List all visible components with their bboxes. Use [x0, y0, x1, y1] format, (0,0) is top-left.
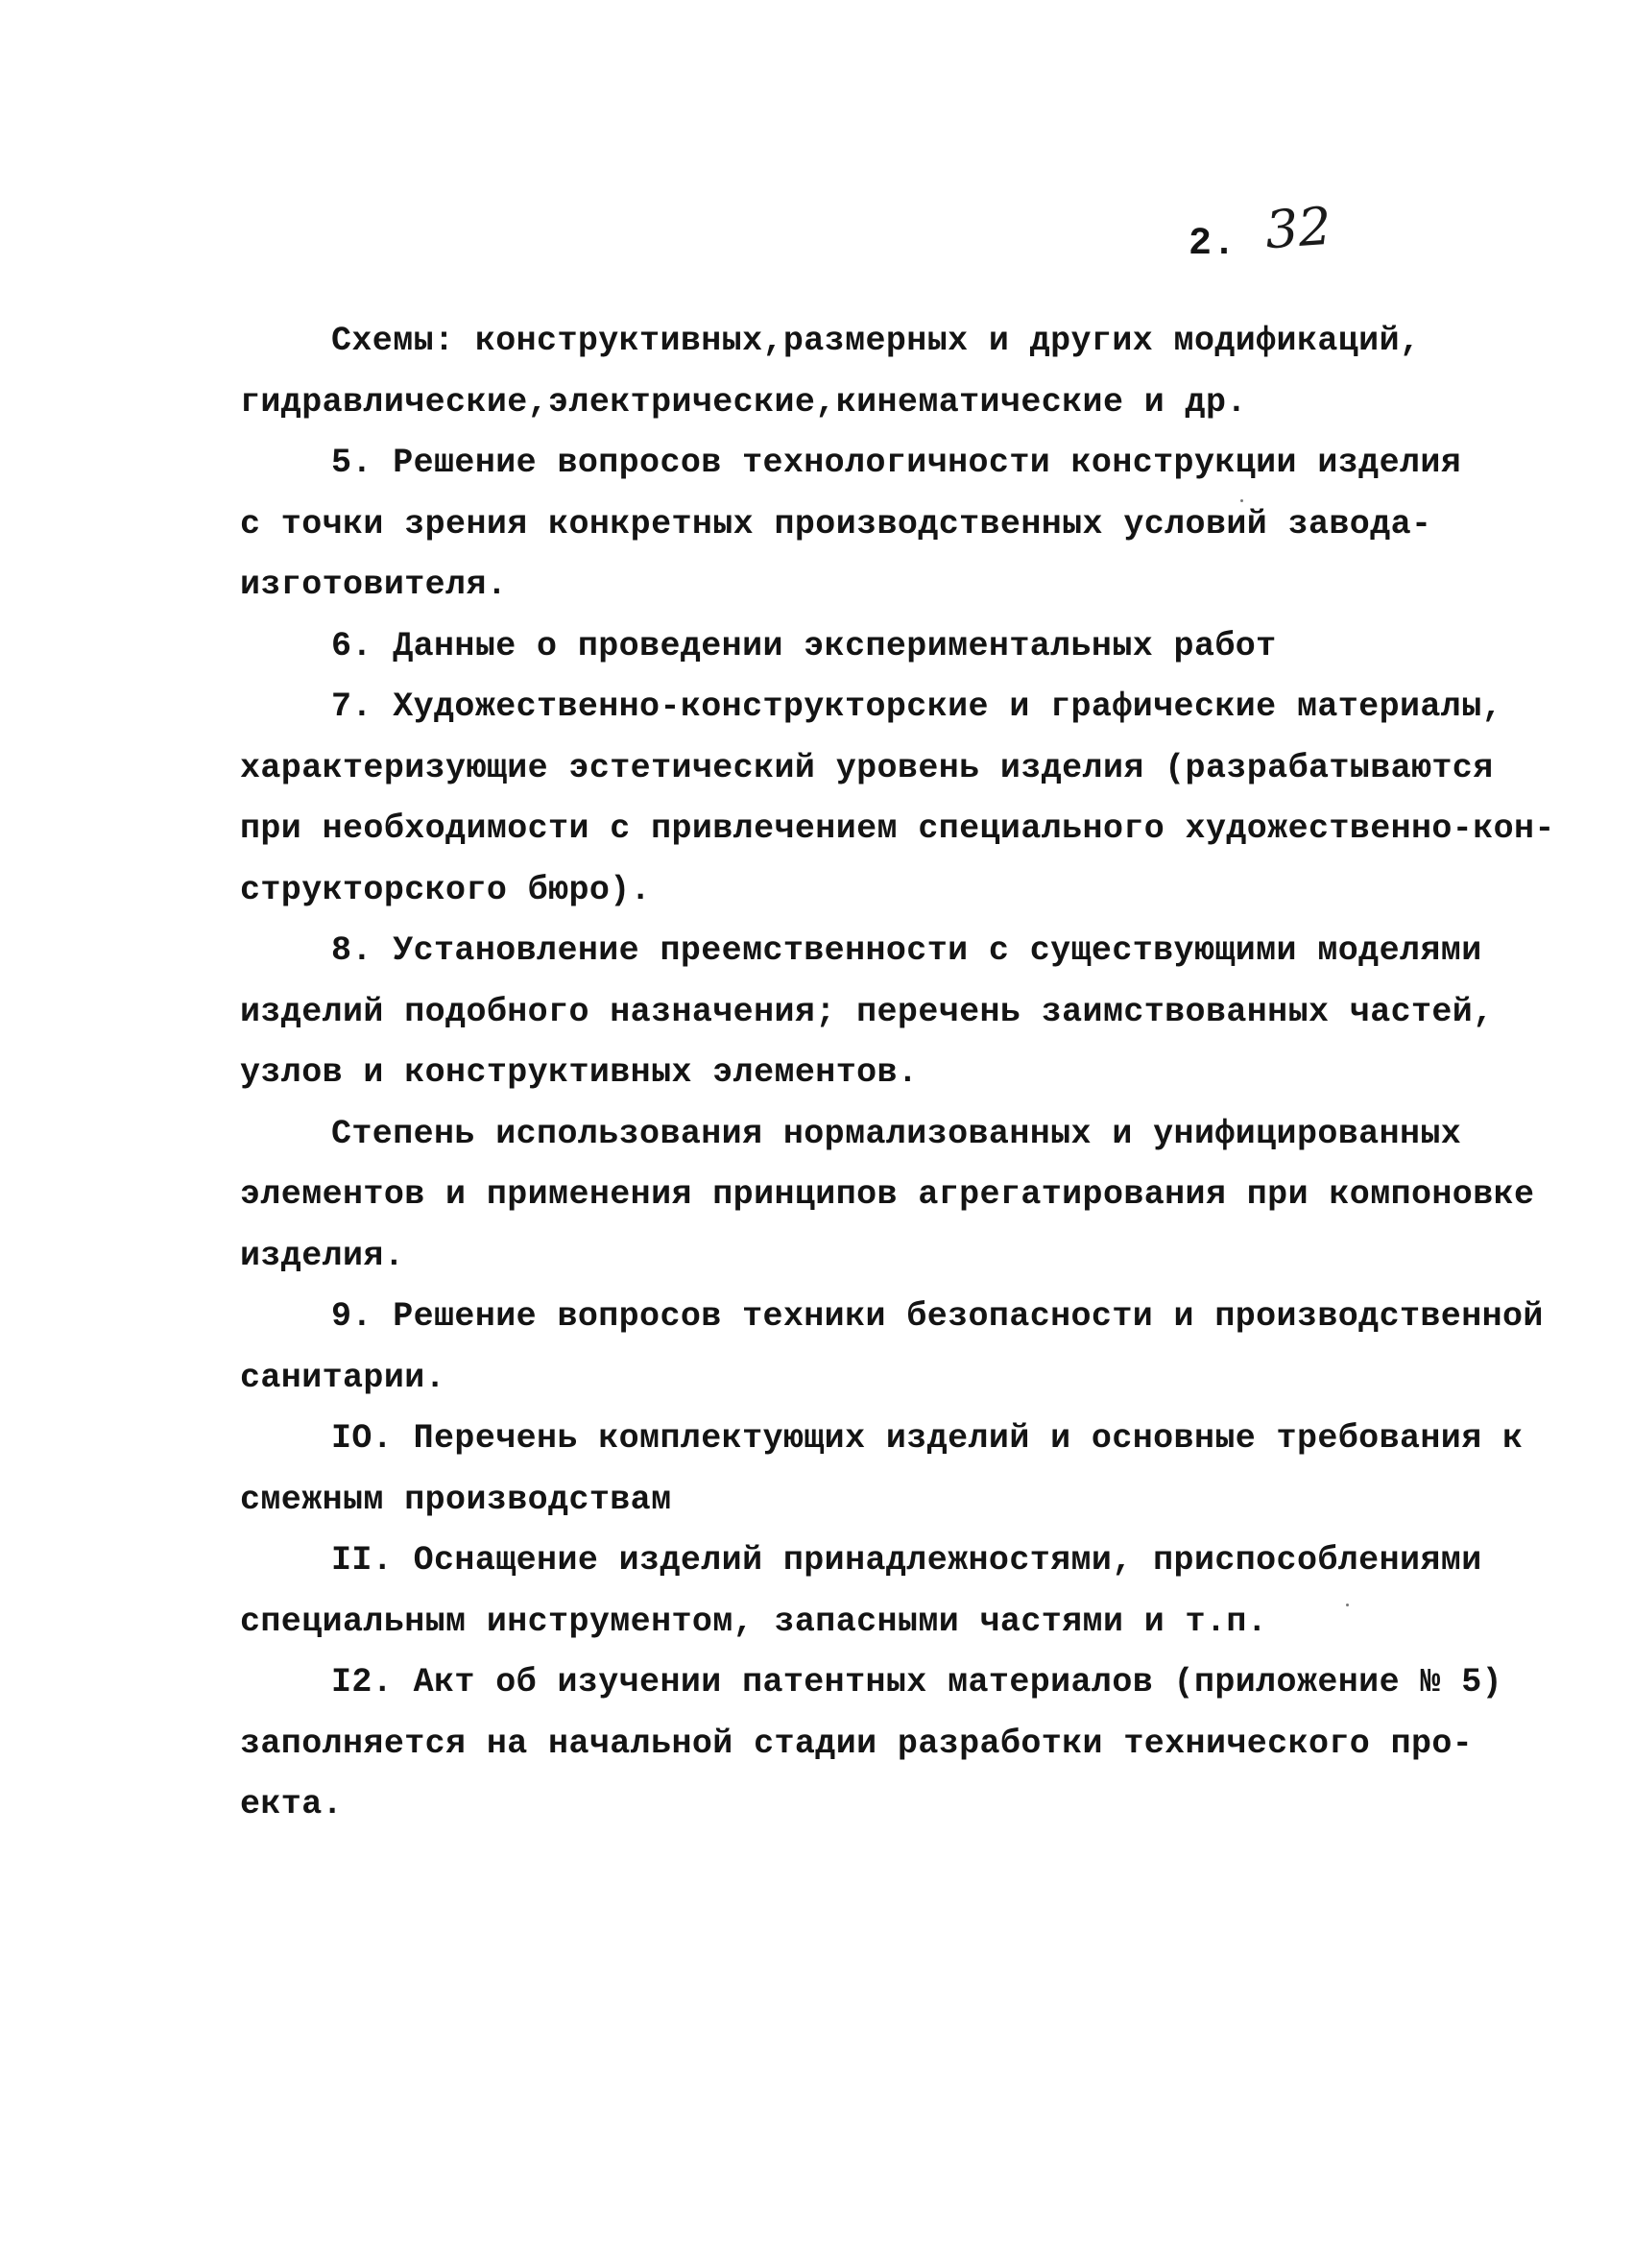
scan-speck	[1346, 1604, 1349, 1606]
page-number-handwritten: 32	[1262, 195, 1333, 261]
text-line: изделий подобного назначения; перечень заимствованных частей,	[240, 993, 1494, 1031]
text-line: изделия.	[240, 1237, 405, 1275]
text-line: II. Оснащение изделий принадлежностями, приспособлениями	[331, 1541, 1482, 1580]
text-line: 9. Решение вопросов техники безопасности и производственной	[331, 1297, 1544, 1336]
text-line: узлов и конструктивных элементов.	[240, 1053, 919, 1092]
text-line: екта.	[240, 1785, 344, 1823]
text-line: смежным производствам	[240, 1481, 672, 1519]
text-line: 6. Данные о проведении экспериментальных работ	[331, 627, 1277, 665]
text-line: I2. Акт об изучении патентных материалов (приложение № 5)	[331, 1663, 1502, 1701]
text-line: 8. Установление преемственности с существующими моделями	[331, 931, 1482, 970]
text-line: характеризующие эстетический уровень изделия (разрабатываются	[240, 749, 1494, 787]
text-line: 5. Решение вопросов технологичности конструкции изделия	[331, 444, 1462, 482]
text-line: структорского бюро).	[240, 871, 652, 909]
text-line: с точки зрения конкретных производственных условий завода-	[240, 505, 1432, 543]
text-line: специальным инструментом, запасными частями и т.п.	[240, 1603, 1268, 1641]
text-line: гидравлические,электрические,кинематические и др.	[240, 383, 1247, 422]
text-line: 7. Художественно-конструкторские и графические материалы,	[331, 688, 1502, 726]
page-number-typed: 2.	[1189, 223, 1237, 266]
text-line: санитарии.	[240, 1359, 446, 1397]
text-line: Схемы: конструктивных,размерных и других модификаций,	[331, 322, 1421, 360]
text-line: элементов и применения принципов агрегатирования при компоновке	[240, 1175, 1535, 1214]
scan-speck	[1240, 499, 1243, 502]
text-line: заполняется на начальной стадии разработки технического про-	[240, 1725, 1474, 1763]
text-line: IO. Перечень комплектующих изделий и основные требования к	[331, 1419, 1524, 1458]
text-line: при необходимости с привлечением специального художественно-кон-	[240, 809, 1555, 848]
text-line: изготовителя.	[240, 566, 508, 604]
text-line: Степень использования нормализованных и унифицированных	[331, 1115, 1462, 1153]
